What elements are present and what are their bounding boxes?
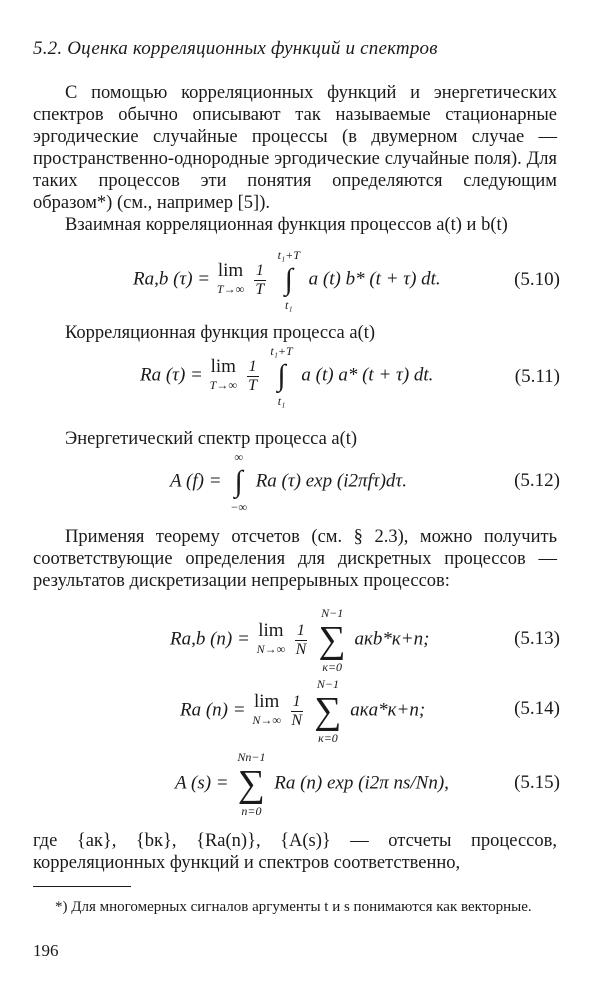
footnote: *) Для многомерных сигналов аргументы t и s понимаются как векторные. [55,899,532,915]
equation-number: (5.12) [514,470,560,491]
limit-operator: lim T→∞ [216,260,245,296]
equation-5-15 [175,750,449,818]
equation-5-10 [133,248,441,312]
equation-body: a (t) a* (t + τ) dt. [301,364,434,386]
fraction: $\frac{1}{T}$ [255,261,265,298]
equation-body: Ra (n) exp (i2π ns/Nn), [274,772,449,794]
limit-operator: lim N→∞ [252,691,281,727]
equation-body: a (t) b* (t + τ) dt. [308,268,441,290]
limit-operator: lim N→∞ [256,620,286,656]
equation-5-12 [170,450,407,514]
paragraph-text: где {aк}, {bк}, {Ra(n)}, {A(s)} — отсчеты процессов, корреляционных функций и спектров соответственно, [33,831,557,873]
fraction: $\frac{1}{T}$ [248,357,258,394]
equation-lhs: Ra (n) = [180,699,246,721]
equation-body: Ra (τ) exp (i2πfτ)dτ. [255,470,407,492]
integral-operator: t₁+T ∫ t₁ [270,344,293,408]
paragraph-sampling-theorem [33,526,557,592]
section-title: 5.2. Оценка корреляционных функций и спектров [33,38,438,59]
footnote-divider [33,886,131,887]
equation-lhs: Ra,b (τ) = [133,268,211,290]
equation-number: (5.15) [514,772,560,793]
equation-5-14 [180,677,425,745]
equation-number: (5.14) [514,698,560,719]
equation-number: (5.10) [514,269,560,290]
limit-operator: lim T→∞ [209,356,237,392]
equation-lhs: A (f) = [170,470,222,492]
paragraph-samples-definition [33,830,557,874]
paragraph-intro [33,82,557,214]
integral-operator: t₁+T ∫ t₁ [277,248,300,312]
equation-5-13 [170,606,429,674]
paragraph-text: Энергетический спектр процесса a(t) [65,429,358,449]
page-number: 196 [33,941,59,960]
sum-operator: Nn−1 ∑ n=0 [237,750,266,818]
equation-lhs: A (s) = [175,772,229,794]
paragraph-text: Взаимная корреляционная функция процессов a(t) и b(t) [65,215,508,235]
fraction: $\frac{1}{N}$ [295,621,307,658]
paragraph-text: С помощью корреляционных функций и энергетических спектров обычно описывают так называемые стационарные эргодические случайные процессы (в двумерном случае — пространственно-однородные эргодические случайные поля). Для таких процессов эти понятия определяются следующим образом*) (см., например [5]). [33,83,557,213]
sum-operator: N−1 ∑ к=0 [318,606,346,674]
paragraph-cross-correlation [33,214,557,236]
equation-number: (5.11) [514,366,560,387]
paragraph-text: Корреляционная функция процесса a(t) [65,323,376,343]
paragraph-energy-spectrum [33,428,557,450]
equation-number: (5.13) [514,628,560,649]
equation-5-11 [140,344,433,408]
equation-body: aкb*к+n; [354,628,430,650]
paragraph-text: Применяя теорему отсчетов (см. § 2.3), можно получить соответствующие определения для дискретных процессов — результатов дискретизации непрерывных процессов: [33,527,557,591]
integral-operator: ∞ ∫ −∞ [230,450,247,514]
fraction: $\frac{1}{N}$ [291,692,302,729]
sum-operator: N−1 ∑ к=0 [314,677,342,745]
equation-lhs: Ra (τ) = [140,364,203,386]
paragraph-autocorrelation [33,322,557,344]
equation-body: aкa*к+n; [350,699,426,721]
equation-lhs: Ra,b (n) = [170,628,250,650]
